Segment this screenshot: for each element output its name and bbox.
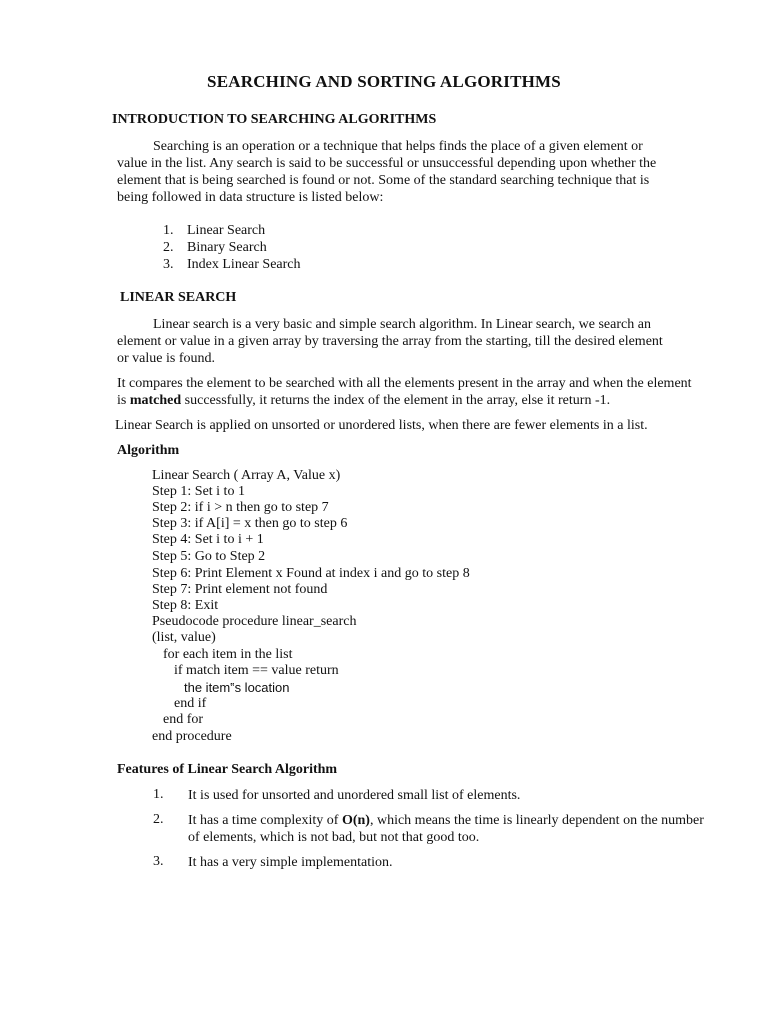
algorithm-line: Step 5: Go to Step 2 (152, 549, 266, 564)
linear-compare-line: It compares the element to be searched with all the elements present in the array and when the element (117, 376, 692, 391)
feature-text: It has a very simple implementation. (188, 855, 393, 870)
text-segment: is (117, 393, 130, 408)
pseudocode-line: the item‟s location (184, 680, 290, 695)
algorithm-heading: Algorithm (117, 443, 180, 458)
pseudocode-line: if match item == value return (174, 663, 339, 678)
algorithm-line: Step 1: Set i to 1 (152, 484, 245, 499)
matched-bold-text: matched (129, 393, 182, 408)
algorithm-line: Step 4: Set i to i + 1 (152, 532, 264, 547)
list-item-index-linear-search (163, 256, 301, 273)
list-item-binary-search (163, 239, 267, 256)
pseudocode-line: end procedure (152, 729, 232, 744)
feature-text-continued: of elements, which is not bad, but not that good too. (188, 830, 480, 845)
pseudocode-line: for each item in the list (163, 647, 293, 662)
list-item-text: Linear Search (187, 223, 266, 238)
linear-compare-line (117, 392, 610, 409)
intro-heading: INTRODUCTION TO SEARCHING ALGORITHMS (112, 112, 437, 127)
intro-paragraph-line: Searching is an operation or a technique that helps finds the place of a given element or (153, 139, 643, 154)
algorithm-line: Step 7: Print element not found (152, 582, 328, 597)
algorithm-line: Step 2: if i > n then go to step 7 (152, 500, 329, 515)
list-item-linear-search (163, 222, 265, 239)
pseudocode-line: end for (163, 712, 204, 727)
list-item-text: Binary Search (187, 240, 267, 255)
list-number: 2. (163, 240, 174, 255)
algorithm-line: Linear Search ( Array A, Value x) (152, 468, 341, 483)
feature-number: 2. (153, 812, 164, 827)
list-number: 3. (163, 257, 174, 272)
feature-text: It is used for unsorted and unordered small list of elements. (188, 788, 521, 803)
algorithm-line: Step 6: Print Element x Found at index i and go to step 8 (152, 566, 470, 581)
list-number: 1. (163, 223, 174, 238)
feature-text (188, 812, 704, 829)
pseudocode-line: Pseudocode procedure linear_search (152, 614, 357, 629)
text-segment: successfully, it returns the index of the element in the array, else it return -1. (181, 393, 611, 408)
intro-paragraph-line: element that is being searched is found or not. Some of the standard searching technique that is (117, 173, 650, 188)
features-heading: Features of Linear Search Algorithm (117, 762, 338, 777)
intro-paragraph-line: being followed in data structure is listed below: (117, 190, 384, 205)
feature-number: 3. (153, 854, 164, 869)
list-item-text: Index Linear Search (187, 257, 301, 272)
text-segment: It has a time complexity of (188, 813, 342, 828)
text-segment: , which means the time is linearly dependent on the number (369, 813, 704, 828)
linear-paragraph-line: Linear search is a very basic and simple search algorithm. In Linear search, we search an (153, 317, 651, 332)
complexity-bold-text: O(n) (341, 813, 370, 828)
feature-number: 1. (153, 787, 164, 802)
linear-paragraph-line: or value is found. (117, 351, 215, 366)
pseudocode-line: end if (174, 696, 207, 711)
linear-applied-line: Linear Search is applied on unsorted or unordered lists, when there are fewer elements in a list. (115, 418, 648, 433)
linear-paragraph-line: element or value in a given array by traversing the array from the starting, till the desired element (117, 334, 663, 349)
intro-paragraph-line: value in the list. Any search is said to be successful or unsuccessful depending upon whether the (117, 156, 657, 171)
algorithm-line: Step 3: if A[i] = x then go to step 6 (152, 516, 348, 531)
document-title: SEARCHING AND SORTING ALGORITHMS (207, 72, 561, 91)
pseudocode-line: (list, value) (152, 630, 216, 645)
algorithm-line: Step 8: Exit (152, 598, 219, 613)
linear-search-heading: LINEAR SEARCH (120, 290, 237, 305)
